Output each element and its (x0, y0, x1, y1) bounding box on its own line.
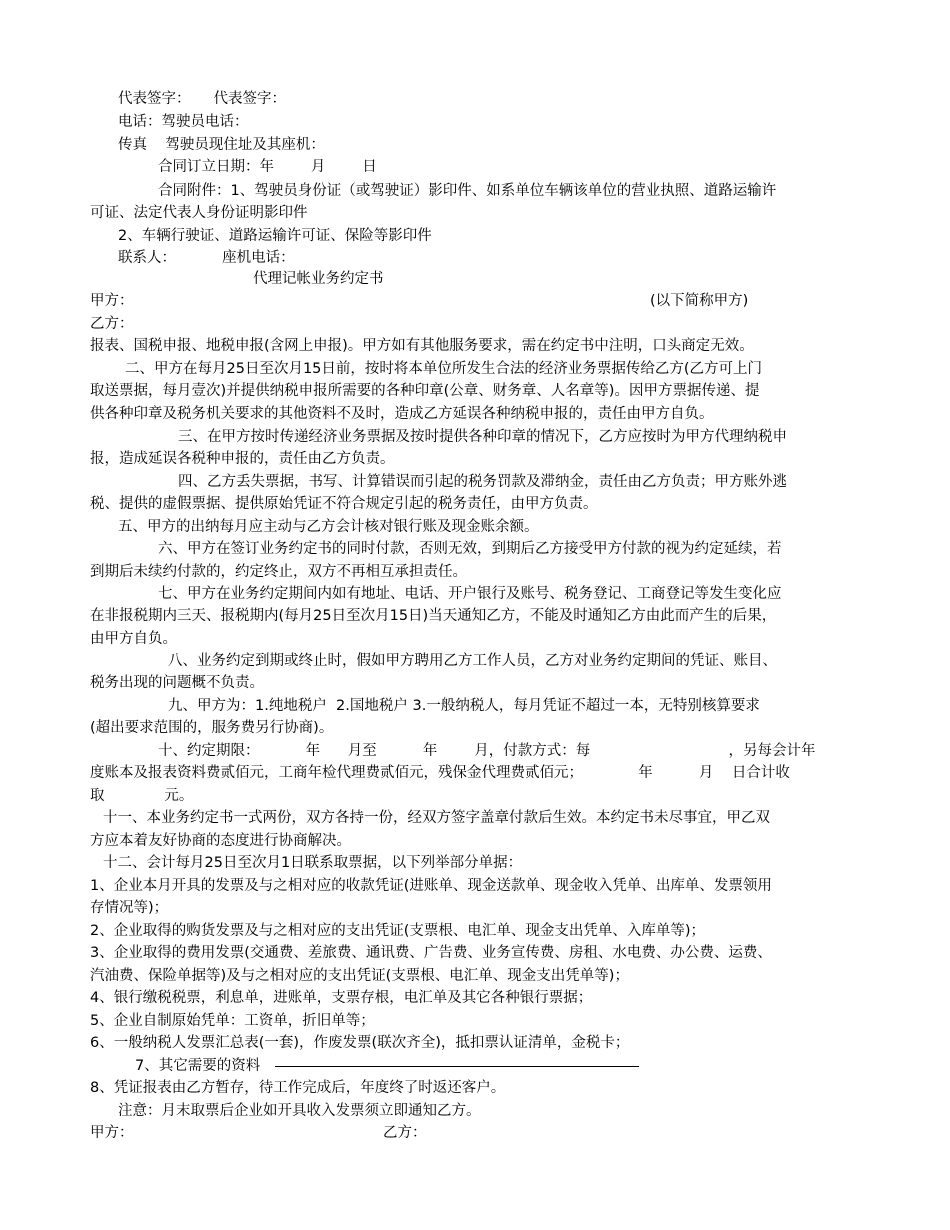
footer-party-a: 甲方： (90, 1125, 134, 1141)
body-line: 供各种印章及税务机关要求的其他资料不及时，造成乙方延误各种纳税申报的，责任由甲方自负。 (90, 406, 714, 422)
body-line: 取 元。 (90, 788, 194, 804)
attachments-line-2: 可证、法定代表人身份证明影印件 (90, 205, 308, 221)
body-line: 8、凭证报表由乙方暂存，待工作完成后，年度终了时返还客户。 (90, 1080, 506, 1096)
attachments-line-1: 合同附件：1、驾驶员身份证（或驾驶证）影印件、如系单位车辆该单位的营业执照、道路运输许 (158, 183, 777, 199)
body-line: 4、银行缴税税票，利息单，进账单，支票存根，电汇单及其它各种银行票据； (90, 990, 593, 1006)
body-line: 由甲方自负。 (90, 631, 177, 647)
body-line: 税务出现的问题概不负责。 (90, 675, 264, 691)
body-line: 报表、国税申报、地税申报(含网上申报)。甲方如有其他服务要求，需在约定书中注明，口头商定无效。 (90, 338, 754, 354)
body-line: 5、企业自制原始凭单：工资单，折旧单等； (90, 1013, 375, 1029)
body-line: 七、甲方在业务约定期间内如有地址、电话、开户银行及账号、税务登记、工商登记等发生变化应 (158, 586, 782, 602)
body-line: 度账本及报表资料费贰佰元，工商年检代理费贰佰元，残保金代理费贰佰元； 年 月 日合计收 (90, 765, 790, 781)
body-line: 九、甲方为：1.纯地税户 2.国地税户 3.一般纳税人，每月凭证不超过一本，无特别核算要求 (168, 698, 760, 714)
party-a-label: 甲方： (90, 293, 134, 309)
document-title: 代理记帐业务约定书 (253, 271, 384, 287)
rep-signature-line: 代表签字： 代表签字： (118, 91, 287, 107)
contract-date-line: 合同订立日期：年 月 日 (158, 159, 377, 175)
body-line: 注意：月末取票后企业如开具收入发票须立即通知乙方。 (118, 1103, 481, 1119)
body-line: 八、业务约定到期或终止时，假如甲方聘用乙方工作人员，乙方对业务约定期间的凭证、账目、 (168, 653, 777, 669)
body-line: 税、提供的虚假票据、提供原始凭证不符合规定引起的税务责任，由甲方负责。 (90, 496, 598, 512)
body-line: 到期后未续约付款的，约定终止，双方不再相互承担责任。 (90, 564, 467, 580)
fill-in-underline (275, 1066, 639, 1067)
fax-line: 传真 驾驶员现住址及其座机： (118, 137, 325, 153)
body-line: 存情况等)； (90, 900, 169, 916)
body-line: 3、企业取得的费用发票(交通费、差旅费、通讯费、广告费、业务宣传费、房租、水电费、办公费、运费、 (90, 945, 772, 961)
body-line: 三、在甲方按时传递经济业务票据及按时提供各种印章的情况下，乙方应按时为甲方代理纳税申 (178, 429, 787, 445)
body-line: 1、企业本月开具的发票及与之相对应的收款凭证(进账单、现金送款单、现金收入凭单、出库单、发票领用 (90, 878, 772, 894)
body-line: 十一、本业务约定书一式两份，双方各持一份，经双方签字盖章付款后生效。本约定书未尽事宜，甲乙双 (103, 810, 770, 826)
body-line: 在非报税期内三天、报税期内(每月25日至次月15日)当天通知乙方，不能及时通知乙方由此而产生的后果， (90, 608, 777, 624)
phone-line: 电话：驾驶员电话： (118, 114, 249, 130)
body-line: 四、乙方丢失票据，书写、计算错误而引起的税务罚款及滞纳金，责任由乙方负责；甲方账外逃 (178, 474, 787, 490)
body-line: 6、一般纳税人发票汇总表(一套)，作废发票(联次齐全)，抵扣票认证清单，金税卡； (90, 1035, 630, 1051)
party-a-note: (以下简称甲方) (650, 293, 749, 309)
body-line: 方应本着友好协商的态度进行协商解决。 (90, 833, 351, 849)
body-line: 二、甲方在每月25日至次月15日前，按时将本单位所发生合法的经济业务票据传给乙方(乙方可上门 (125, 361, 763, 377)
body-line: 7、其它需要的资料 (135, 1058, 261, 1074)
body-line: (超出要求范围的，服务费另行协商)。 (90, 720, 334, 736)
body-line: 2、企业取得的购货发票及与之相对应的支出凭证(支票根、电汇单、现金支出凭单、入库单等)； (90, 923, 706, 939)
body-line: 十、约定期限： 年 月至 年 月，付款方式：每 ，另每会计年 (158, 743, 816, 759)
body-line: 汽油费、保险单据等)及与之相对应的支出凭证(支票根、电汇单、现金支出凭单等)； (90, 968, 629, 984)
attachments-line-3: 2、车辆行驶证、道路运输许可证、保险等影印件 (118, 228, 432, 244)
body-line: 取送票据，每月壹次)并提供纳税申报所需要的各种印章(公章、财务章、人名章等)。因甲方票据传递、提 (90, 383, 760, 399)
contact-line: 联系人： 座机电话： (118, 250, 295, 266)
body-line: 六、甲方在签订业务约定书的同时付款，否则无效，到期后乙方接受甲方付款的视为约定延续，若 (158, 541, 782, 557)
body-line: 报，造成延误各税种申报的，责任由乙方负责。 (90, 451, 395, 467)
party-b-label: 乙方： (90, 316, 134, 332)
body-line: 十二、会计每月25日至次月1日联系取票据，以下列举部分单据： (103, 855, 523, 871)
footer-party-b: 乙方： (383, 1125, 427, 1141)
body-line: 五、甲方的出纳每月应主动与乙方会计核对银行账及现金账余额。 (118, 519, 539, 535)
